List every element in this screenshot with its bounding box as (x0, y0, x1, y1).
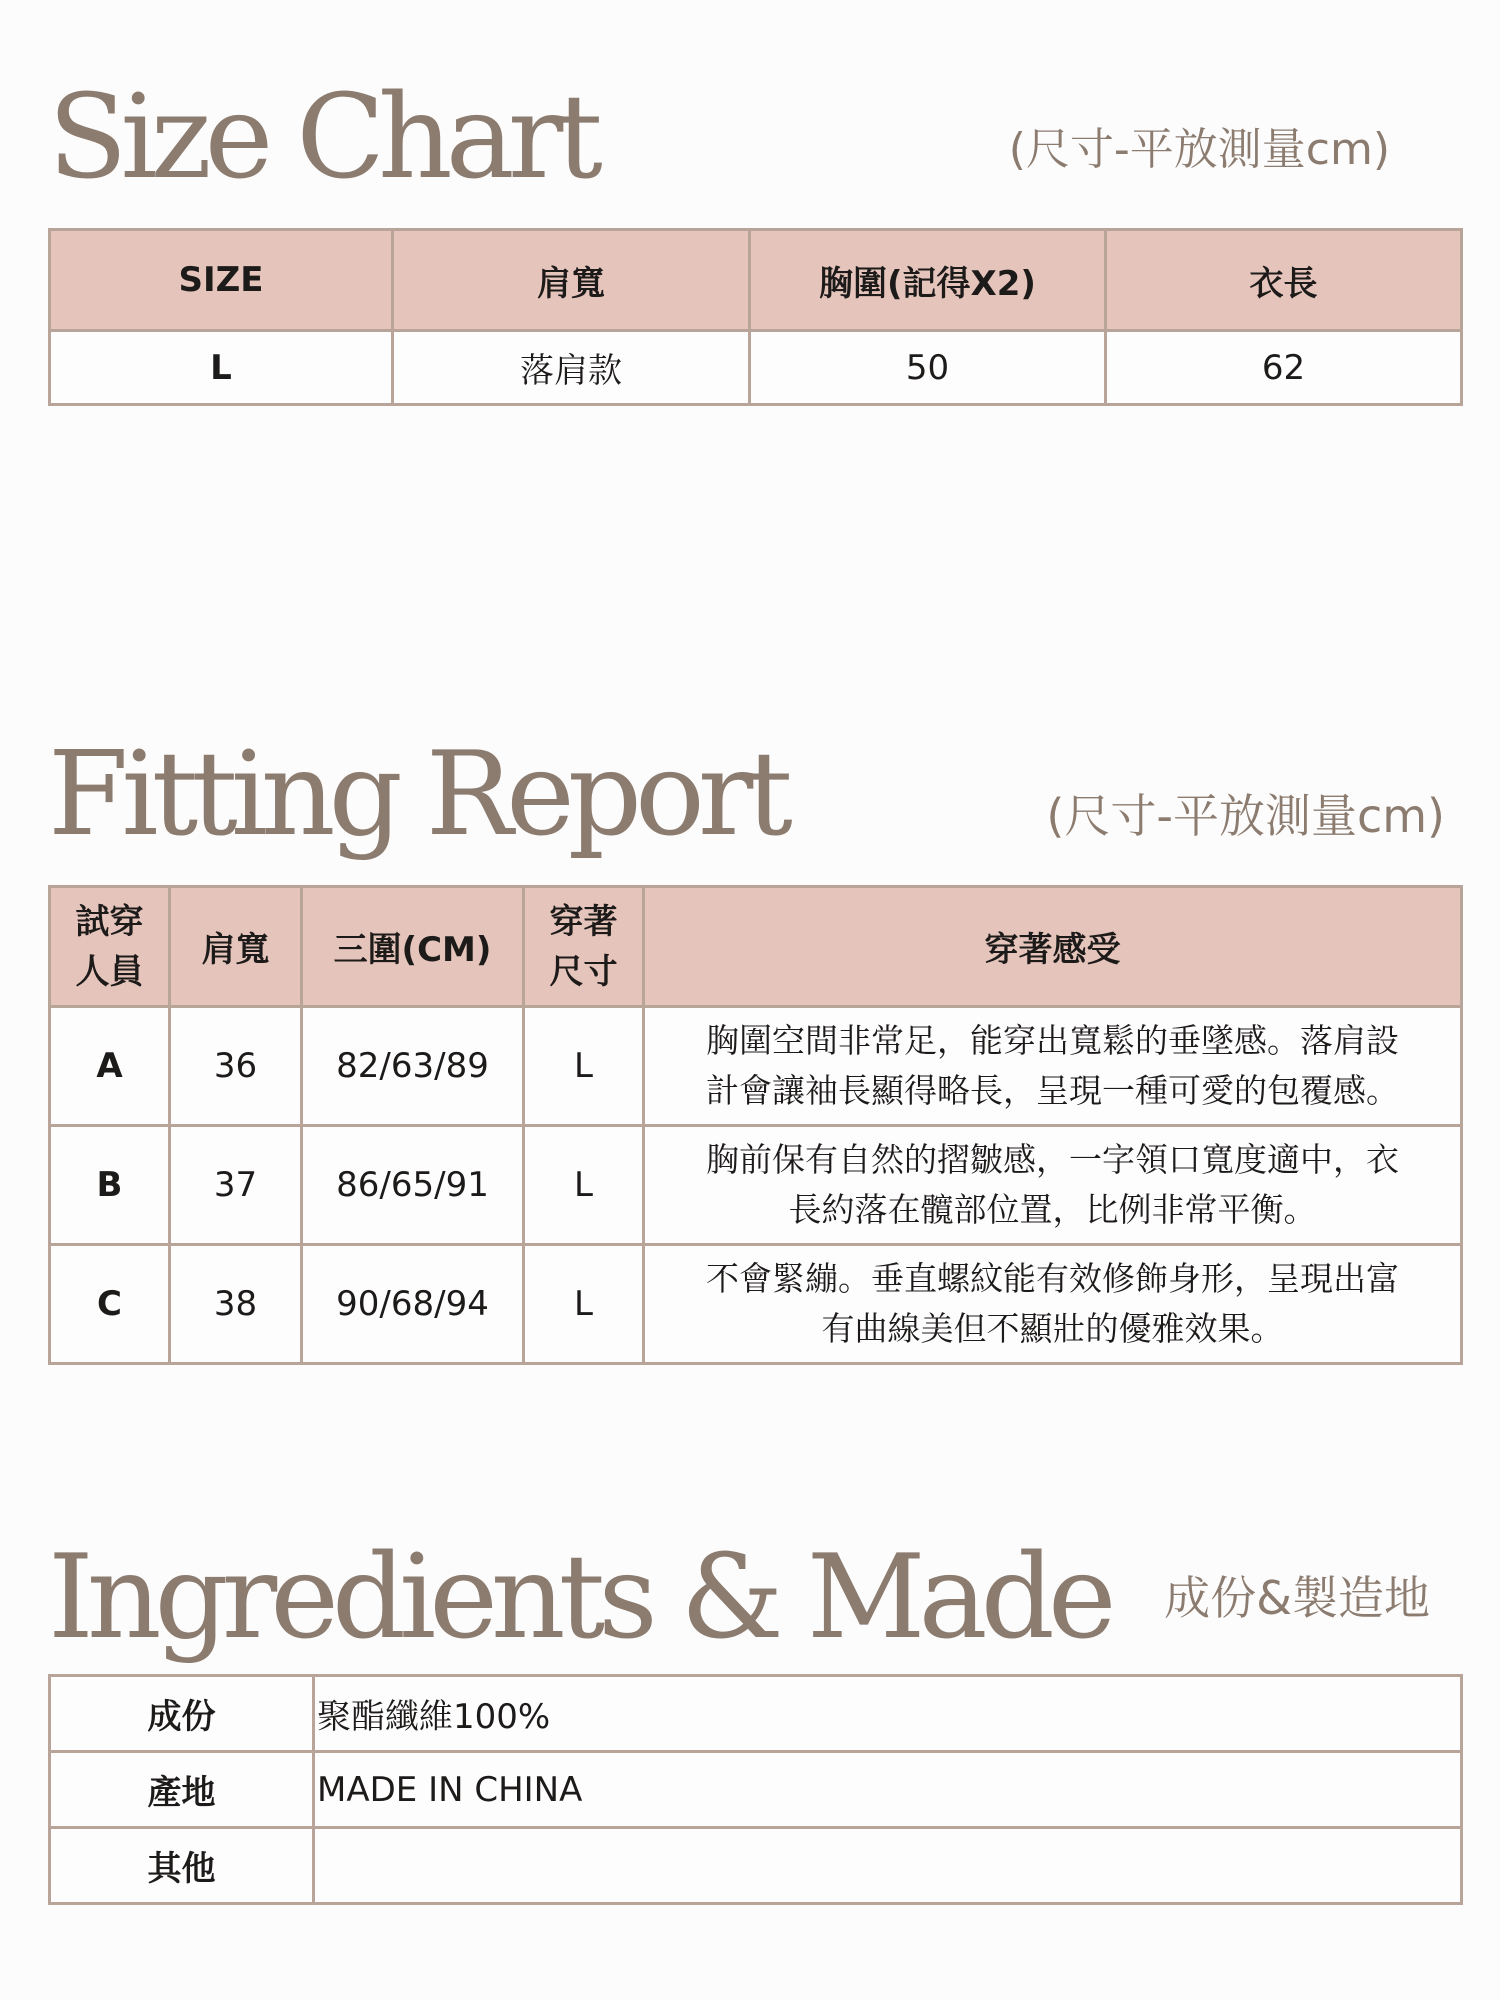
ingredients-table (48, 1674, 1463, 1905)
tester-header-line1: 試穿 (75, 901, 144, 942)
table-row (50, 1245, 1462, 1364)
length-cell: 62 (1106, 331, 1462, 405)
fitting-report-subtitle: (尺寸-平放測量cm) (1046, 789, 1445, 843)
measurements-cell: 86/65/91 (302, 1126, 524, 1245)
feedback-cell (644, 1007, 1462, 1126)
table-row (50, 1828, 1462, 1904)
size-chart-section (48, 0, 1460, 420)
fitting-report-table (48, 885, 1463, 1365)
worn-size-cell: L (524, 1245, 644, 1364)
feedback-line: 計會讓袖長顯得略長，呈現一種可愛的包覆感。 (706, 1071, 1399, 1110)
size-chart-subtitle: (尺寸-平放測量cm) (1008, 124, 1390, 175)
feedback-cell (644, 1126, 1462, 1245)
shoulder-cell: 38 (170, 1245, 302, 1364)
feedback-line: 長約落在髖部位置，比例非常平衡。 (788, 1190, 1317, 1229)
measurements-cell: 82/63/89 (302, 1007, 524, 1126)
composition-label: 成份 (50, 1676, 314, 1752)
fitting-report-title: Fitting Report (48, 727, 786, 862)
size-chart-table (48, 228, 1463, 406)
table-row (50, 1007, 1462, 1126)
chest-cell: 50 (750, 331, 1106, 405)
tester-cell: C (50, 1245, 170, 1364)
size-chart-row (50, 331, 1462, 405)
table-row (50, 1752, 1462, 1828)
shoulder-width-header: 肩寬 (170, 887, 302, 1007)
feedback-line: 胸前保有自然的摺皺感，一字領口寬度適中，衣 (706, 1140, 1399, 1179)
tester-cell: A (50, 1007, 170, 1126)
feedback-line: 胸圍空間非常足，能穿出寬鬆的垂墜感。落肩設 (706, 1021, 1399, 1060)
tester-header (50, 887, 170, 1007)
size-chart-header-row (50, 230, 1462, 331)
feedback-line: 有曲線美但不顯壯的優雅效果。 (821, 1309, 1284, 1348)
fitting-header-row (50, 887, 1462, 1007)
chest-header: 胸圍(記得X2) (750, 230, 1106, 331)
worn-size-cell: L (524, 1007, 644, 1126)
worn-size-cell: L (524, 1126, 644, 1245)
other-value (314, 1828, 1462, 1904)
tester-cell: B (50, 1126, 170, 1245)
origin-value: MADE IN CHINA (314, 1752, 1462, 1828)
length-header: 衣長 (1106, 230, 1462, 331)
ingredients-subtitle: 成份&製造地 (1164, 1571, 1430, 1625)
shoulder-cell: 37 (170, 1126, 302, 1245)
measurements-cell: 90/68/94 (302, 1245, 524, 1364)
size-header: SIZE (50, 230, 393, 331)
feedback-header: 穿著感受 (644, 887, 1462, 1007)
table-row (50, 1676, 1462, 1752)
worn-size-header-line1: 穿著 (549, 901, 618, 942)
composition-value: 聚酯纖維100% (314, 1676, 1462, 1752)
origin-label: 產地 (50, 1752, 314, 1828)
shoulder-cell: 落肩款 (393, 331, 750, 405)
other-label: 其他 (50, 1828, 314, 1904)
ingredients-title: Ingredients & Made (48, 1530, 1110, 1665)
size-chart-title: Size Chart (48, 70, 596, 205)
worn-size-header (524, 887, 644, 1007)
measurements-header: 三圍(CM) (302, 887, 524, 1007)
feedback-cell (644, 1245, 1462, 1364)
ingredients-section (48, 1500, 1460, 1920)
shoulder-header: 肩寬 (393, 230, 750, 331)
fitting-report-section (48, 700, 1460, 1380)
feedback-line: 不會緊繃。垂直螺紋能有效修飾身形，呈現出富 (706, 1259, 1399, 1298)
worn-size-header-line2: 尺寸 (549, 951, 618, 992)
tester-header-line2: 人員 (75, 951, 144, 992)
shoulder-cell: 36 (170, 1007, 302, 1126)
size-cell: L (50, 331, 393, 405)
table-row (50, 1126, 1462, 1245)
